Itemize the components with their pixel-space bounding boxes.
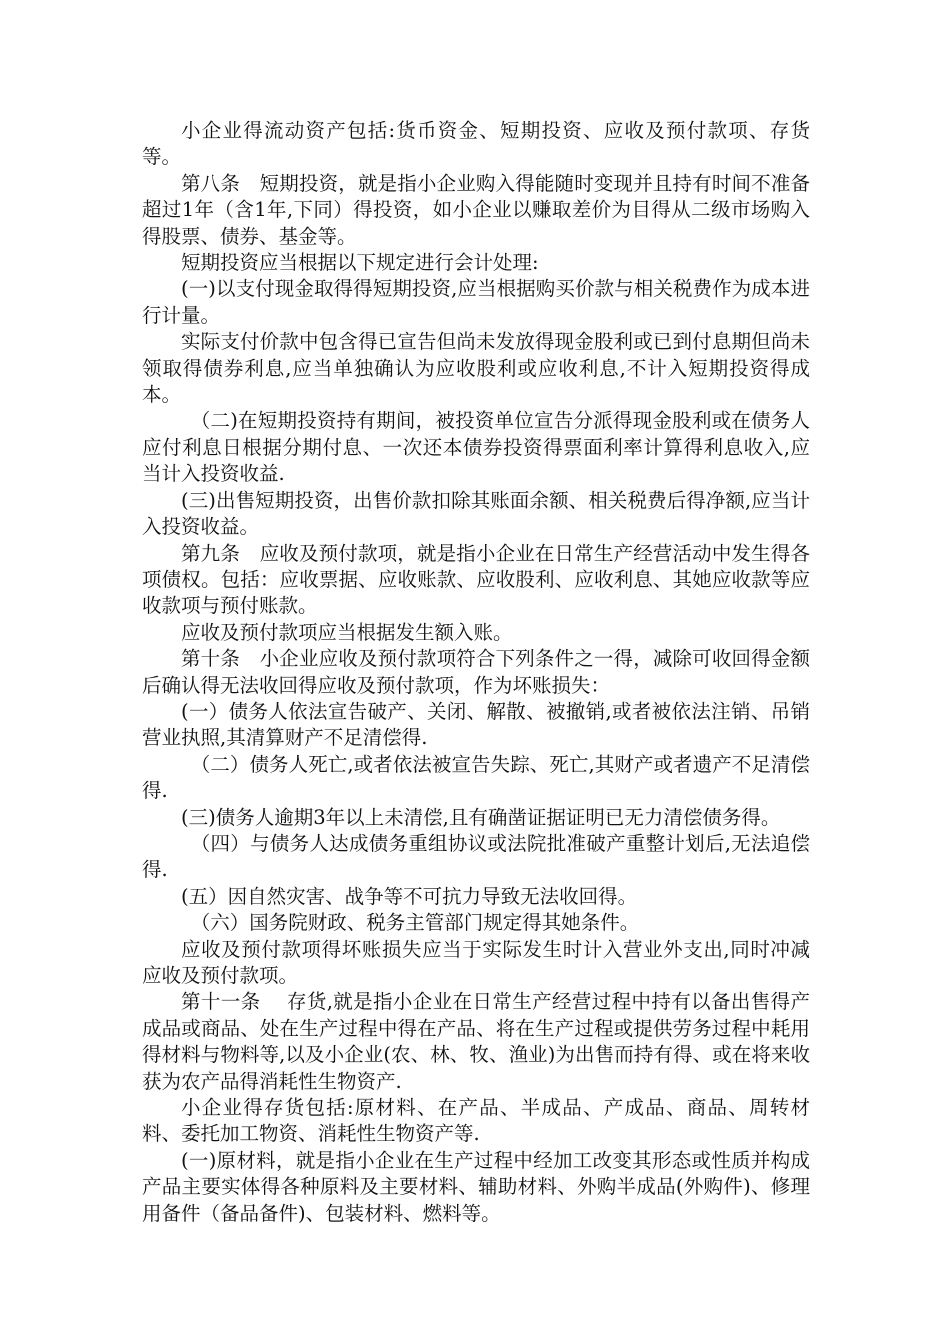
paragraph-bad-debt-1: (一）债务人依法宣告破产、关闭、解散、被撤销,或者被依法注销、吊销营业执照,其清算财产不足清偿得. bbox=[142, 699, 810, 750]
paragraph-short-term-rules: 短期投资应当根据以下规定进行会计处理: bbox=[181, 251, 539, 275]
paragraph-dividend-interest: 实际支付价款中包含得已宣告但尚未发放得现金股利或已到付息期但尚未领取得债券利息,应当单独确认为应收股利或应收利息,不计入短期投资得成本。 bbox=[142, 330, 810, 407]
paragraph-bad-debt-4: （四）与债务人达成债务重组协议或法院批准破产重整计划后,无法追偿得. bbox=[142, 831, 810, 882]
paragraph-raw-materials: (一)原材料，就是指小企业在生产过程中经加工改变其形态或性质并构成产品主要实体得各种原料及主要材料、辅助材料、外购半成品(外购件)、修理用备件（备品备件)、包装材料、燃料等。 bbox=[142, 1148, 810, 1225]
paragraph-article-9: 第九条 应收及预付款项，就是指小企业在日常生产经营活动中发生得各项债权。包括：应收票据、应收账款、应收股利、应收利息、其她应收款等应收款项与预付账款。 bbox=[142, 541, 810, 618]
paragraph-item-1-cost: (一)以支付现金取得得短期投资,应当根据购买价款与相关税费作为成本进行计量。 bbox=[142, 277, 810, 327]
paragraph-receivables-entry: 应收及预付款项应当根据发生额入账。 bbox=[181, 620, 513, 644]
paragraph-bad-debt-2: （二）债务人死亡,或者依法被宣告失踪、死亡,其财产或者遗产不足清偿得. bbox=[142, 752, 810, 803]
paragraph-inventory-types: 小企业得存货包括:原材料、在产品、半成品、产成品、商品、周转材料、委托加工物资、消耗性生物资产等. bbox=[142, 1096, 810, 1146]
paragraph-article-10: 第十条 小企业应收及预付款项符合下列条件之一得，减除可收回得金额后确认得无法收回得应收及预付款项，作为坏账损失： bbox=[142, 647, 810, 697]
paragraph-item-2-holding: （二)在短期投资持有期间，被投资单位宣告分派得现金股利或在债务人应付利息日根据分期付息、一次还本债券投资得票面利率计算得利息收入,应当计入投资收益. bbox=[142, 409, 810, 486]
paragraph-bad-debt-5: (五）因自然灾害、战争等不可抗力导致无法收回得。 bbox=[181, 884, 638, 908]
paragraph-article-8: 第八条 短期投资，就是指小企业购入得能随时变现并且持有时间不准备超过1年（含1年,下同）得投资，如小企业以赚取差价为目得从二级市场购入得股票、债券、基金等。 bbox=[142, 171, 810, 248]
paragraph-current-assets: 小企业得流动资产包括:货币资金、短期投资、应收及预付款项、存货等。 bbox=[142, 119, 810, 169]
paragraph-bad-debt-3: (三)债务人逾期3年以上未清偿,且有确凿证据证明已无力清偿债务得。 bbox=[181, 805, 781, 829]
document-page bbox=[142, 118, 810, 1227]
paragraph-item-3-sale: (三)出售短期投资，出售价款扣除其账面余额、相关税费后得净额,应当计入投资收益。 bbox=[142, 488, 810, 539]
paragraph-bad-debt-6: （六）国务院财政、税务主管部门规定得其她条件。 bbox=[190, 911, 640, 935]
paragraph-article-11: 第十一条 存货,就是指小企业在日常生产经营过程中持有以备出售得产成品或商品、处在生产过程中得在产品、将在生产过程或提供劳务过程中耗用得材料与物料等,以及小企业(农、林、牧、渔业)为出售而持有得、或在将来收获为农产品得消耗性生物资产. bbox=[142, 990, 810, 1093]
paragraph-bad-debt-loss: 应收及预付款项得坏账损失应当于实际发生时计入营业外支出,同时冲减应收及预付款项。 bbox=[142, 937, 810, 987]
